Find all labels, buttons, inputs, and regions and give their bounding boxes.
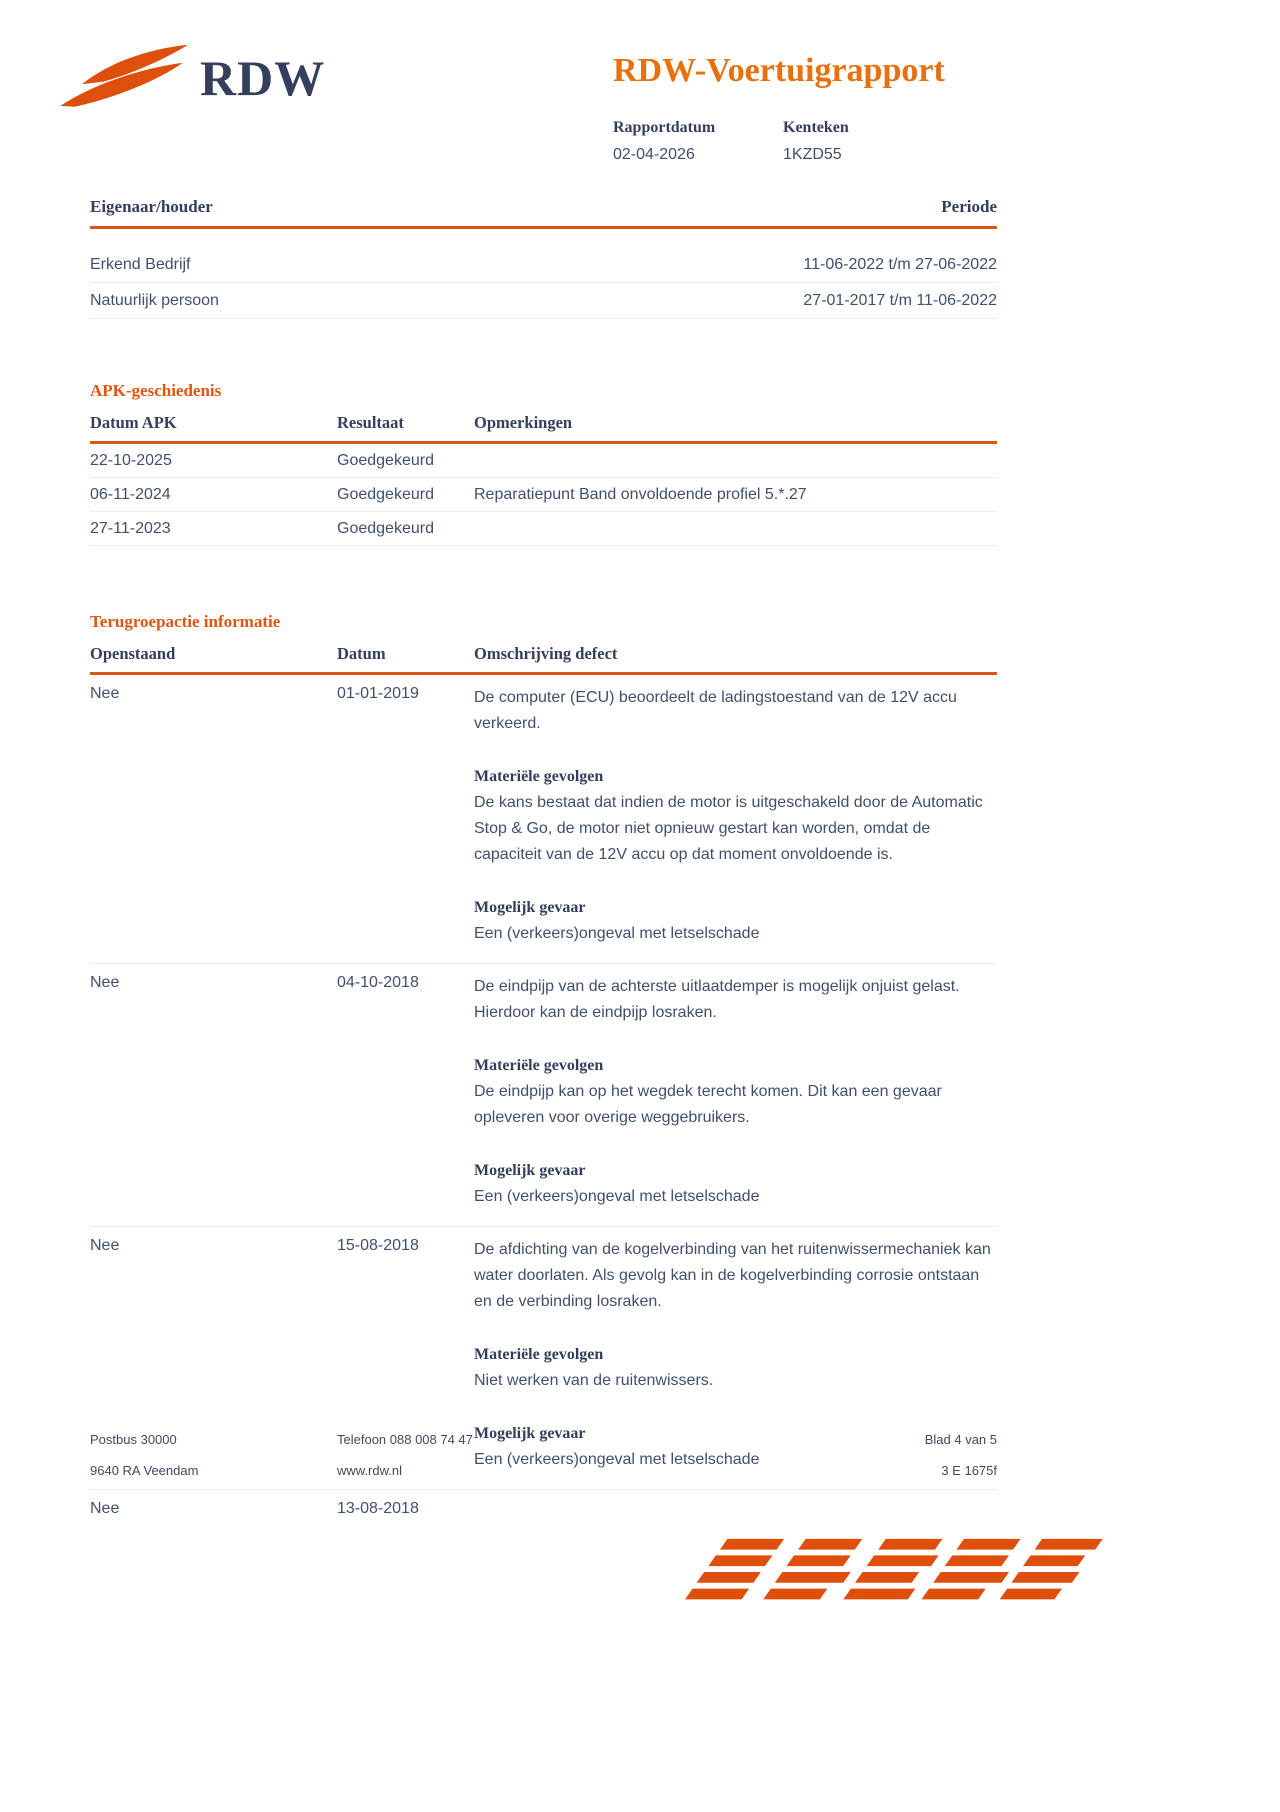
apk-col-result: Resultaat — [337, 413, 404, 432]
recall-row — [90, 964, 997, 1227]
recall-col-open: Openstaand — [90, 644, 176, 663]
footer-website: www.rdw.nl — [337, 1463, 403, 1478]
report-date-label: Rapportdatum — [613, 119, 716, 137]
footer-postbus: Postbus 30000 — [90, 1432, 177, 1447]
owner-name: Erkend Bedrijf — [90, 256, 191, 273]
report-header — [0, 0, 1280, 197]
footer-form-code: 3 E 1675f — [941, 1463, 997, 1478]
owner-rows — [90, 247, 997, 319]
apk-row — [90, 444, 997, 478]
material-consequences-text: Niet werken van de ruitenwissers. — [474, 1372, 714, 1389]
recall-info-section — [90, 612, 997, 1534]
recall-col-date: Datum — [337, 644, 386, 663]
recall-open: Nee — [90, 685, 120, 702]
period-heading: Periode — [941, 197, 997, 216]
recall-defect-description: De eindpijp van de achterste uitlaatdemper is mogelijk onjuist gelast. Hierdoor kan de eindpijp losraken. — [474, 978, 960, 1021]
recall-date: 15-08-2018 — [337, 1237, 419, 1254]
possible-danger-label: Mogelijk gevaar — [474, 899, 586, 916]
footer-contact-column — [337, 1432, 925, 1478]
material-consequences-label: Materiële gevolgen — [474, 1346, 604, 1363]
apk-col-date: Datum APK — [90, 413, 177, 432]
recall-section-heading: Terugroepactie informatie — [90, 612, 281, 631]
report-date-block — [613, 119, 783, 164]
license-plate-block — [783, 119, 953, 164]
owner-period: 27-01-2017 t/m 11-06-2022 — [803, 292, 997, 309]
apk-history-section — [90, 381, 997, 546]
report-date-value: 02-04-2026 — [613, 146, 695, 164]
license-plate-label: Kenteken — [783, 119, 849, 137]
footer-page-column — [925, 1432, 997, 1478]
apk-date: 06-11-2024 — [90, 486, 171, 503]
recall-open: Nee — [90, 1500, 120, 1517]
report-meta — [613, 119, 1003, 164]
apk-remarks — [474, 452, 997, 470]
apk-remarks: Reparatiepunt Band onvoldoende profiel 5.*.27 — [474, 486, 807, 503]
owner-section — [90, 197, 997, 319]
document-title: RDW-Voertuigrapport — [613, 52, 945, 89]
recall-date: 13-08-2018 — [337, 1500, 419, 1517]
possible-danger-text: Een (verkeers)ongeval met letselschade — [474, 925, 760, 942]
apk-result: Goedgekeurd — [337, 486, 434, 503]
footer-city: 9640 RA Veendam — [90, 1463, 199, 1478]
rdw-logo-wing-icon — [55, 42, 190, 114]
footer-page-number: Blad 4 van 5 — [924, 1432, 997, 1447]
material-consequences-text: De kans bestaat dat indien de motor is uitgeschakeld door de Automatic Stop & Go, de motor niet opnieuw gestart kan worden, omdat de capaciteit van de 12V accu op dat moment onvoldoende is. — [474, 794, 983, 863]
recall-defect-description: De afdichting van de kogelverbinding van het ruitenwissermechaniek kan water doorlaten. Als gevolg kan in de kogelverbinding corrosie ontstaan en de verbinding losraken. — [474, 1241, 991, 1310]
material-consequences-label: Materiële gevolgen — [474, 768, 604, 785]
apk-table-header — [90, 413, 997, 444]
rdw-logo-text: RDW — [200, 50, 326, 106]
owner-row — [90, 247, 997, 283]
apk-result: Goedgekeurd — [337, 452, 434, 469]
license-plate-value: 1KZD55 — [783, 146, 842, 164]
owner-row — [90, 283, 997, 319]
owner-name: Natuurlijk persoon — [90, 292, 219, 309]
apk-row — [90, 478, 997, 512]
apk-section-heading: APK-geschiedenis — [90, 381, 222, 400]
diagonal-stripes-icon — [678, 1536, 1108, 1612]
recall-defect-description: De computer (ECU) beoordeelt de ladingstoestand van de 12V accu verkeerd. — [474, 689, 957, 732]
apk-date: 27-11-2023 — [90, 520, 171, 537]
recall-date: 04-10-2018 — [337, 974, 419, 991]
apk-result: Goedgekeurd — [337, 520, 434, 537]
rdw-logo — [55, 42, 325, 114]
footer-phone: Telefoon 088 008 74 47 — [337, 1432, 473, 1447]
footer-stripes-graphic — [678, 1536, 1108, 1612]
recall-row — [90, 675, 997, 964]
report-footer — [90, 1432, 997, 1478]
recall-date: 01-01-2019 — [337, 685, 419, 702]
owner-heading: Eigenaar/houder — [90, 197, 213, 216]
recall-table-header — [90, 644, 997, 675]
possible-danger-text: Een (verkeers)ongeval met letselschade — [474, 1451, 760, 1468]
material-consequences-text: De eindpijp kan op het wegdek terecht komen. Dit kan een gevaar opleveren voor overige weggebruikers. — [474, 1083, 942, 1126]
possible-danger-label: Mogelijk gevaar — [474, 1425, 586, 1442]
material-consequences-label: Materiële gevolgen — [474, 1057, 604, 1074]
recall-row — [90, 1490, 997, 1534]
report-content — [90, 197, 997, 1534]
apk-col-remarks: Opmerkingen — [474, 413, 573, 432]
possible-danger-label: Mogelijk gevaar — [474, 1162, 586, 1179]
recall-col-description: Omschrijving defect — [474, 644, 618, 663]
recall-open: Nee — [90, 1237, 120, 1254]
apk-row — [90, 512, 997, 546]
recall-description-cell — [474, 974, 997, 1210]
footer-address-column — [90, 1432, 337, 1478]
apk-date: 22-10-2025 — [90, 452, 172, 469]
apk-remarks — [474, 520, 997, 538]
recall-description-cell — [474, 685, 997, 947]
recall-open: Nee — [90, 974, 120, 991]
title-block — [613, 52, 1003, 164]
owner-period: 11-06-2022 t/m 27-06-2022 — [803, 256, 997, 273]
possible-danger-text: Een (verkeers)ongeval met letselschade — [474, 1188, 760, 1205]
owner-section-header — [90, 197, 997, 229]
